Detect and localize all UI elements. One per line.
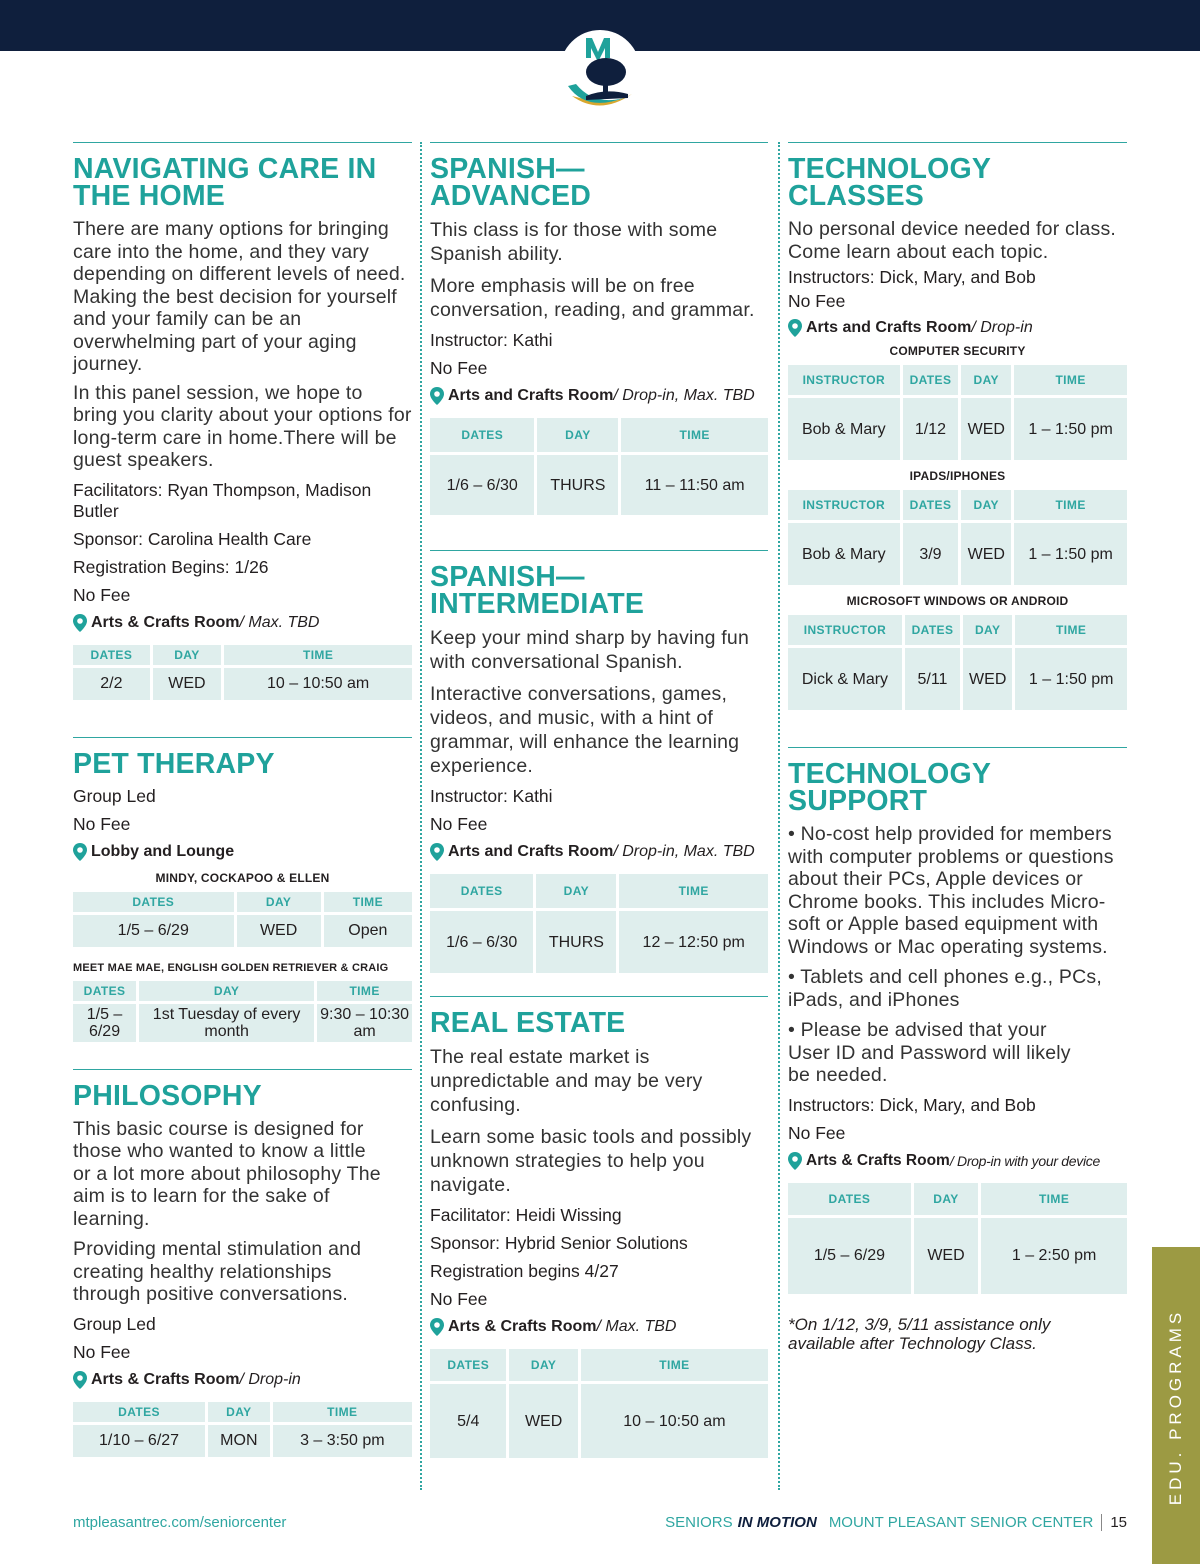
footer-brand xyxy=(665,1514,1127,1531)
cell: 10 – 10:50 am xyxy=(224,668,412,700)
cell: Bob & Mary xyxy=(788,398,900,460)
location xyxy=(430,842,768,862)
description: Interactive conversations, games, videos, and music, with a hint of grammar, will enhance the learning experience. xyxy=(430,683,740,777)
cell: 1/5 – 6/29 xyxy=(73,915,234,947)
col-header: TIME xyxy=(1015,615,1127,645)
section-title: PHILOSOPHY xyxy=(73,1079,262,1112)
section-technology-classes xyxy=(788,142,1127,713)
description: More emphasis will be on free conversation, reading, and grammar. xyxy=(430,275,755,321)
cell: 1 – 1:50 pm xyxy=(1014,523,1127,585)
col-header: DAY xyxy=(153,645,222,665)
col-header: DAY xyxy=(537,418,618,452)
cell: WED xyxy=(963,648,1012,710)
cell: WED xyxy=(914,1218,978,1294)
column-divider xyxy=(778,142,780,1490)
cell: WED xyxy=(509,1384,577,1458)
section-philosophy xyxy=(73,1069,412,1460)
fee: No Fee xyxy=(73,584,131,605)
location xyxy=(430,386,768,406)
col-header: DAY xyxy=(237,892,321,912)
location-name: Arts and Crafts Room xyxy=(806,319,972,336)
cell: THURS xyxy=(536,911,616,973)
col-header: DATES xyxy=(73,892,234,912)
led-by: Group Led xyxy=(73,1313,156,1334)
col-header: DATES xyxy=(73,981,136,1001)
col-header: DATES xyxy=(430,874,533,908)
fee: No Fee xyxy=(788,1122,846,1143)
section-spanish-advanced xyxy=(430,142,768,518)
fee: No Fee xyxy=(788,291,846,311)
table-subheading: MICROSOFT WINDOWS OR ANDROID xyxy=(846,594,1069,608)
fee: No Fee xyxy=(430,814,488,834)
location-pin-icon xyxy=(430,843,444,861)
registration: Registration Begins: 1/26 xyxy=(73,556,269,577)
description: Keep your mind sharp by having fun with conversational Spanish. xyxy=(430,627,749,673)
cell: THURS xyxy=(537,455,618,515)
cell: MON xyxy=(208,1425,270,1457)
page-number: 15 xyxy=(1101,1514,1127,1531)
section-title: PET THERAPY xyxy=(73,747,275,780)
col-header: INSTRUCTOR xyxy=(788,615,902,645)
col-header: TIME xyxy=(324,892,412,912)
location xyxy=(788,318,1127,338)
location xyxy=(788,1151,1127,1171)
section-navigating-care xyxy=(73,142,412,703)
cell: WED xyxy=(153,668,222,700)
cell: 3/9 xyxy=(903,523,959,585)
col-header: DATES xyxy=(905,615,960,645)
col-header: DATES xyxy=(903,365,959,395)
cell: WED xyxy=(237,915,321,947)
col-header: DATES xyxy=(788,1183,911,1215)
cell: WED xyxy=(961,398,1011,460)
center-name: MOUNT PLEASANT SENIOR CENTER xyxy=(828,1514,1094,1531)
col-header: INSTRUCTOR xyxy=(788,490,900,520)
location-pin-icon xyxy=(430,1318,444,1336)
description: This basic course is designed for those who wanted to know a little or a lot more about philosophy The aim is to learn for the sake of learning. xyxy=(73,1117,381,1230)
cell: 1/10 – 6/27 xyxy=(73,1425,205,1457)
cell: 5/11 xyxy=(905,648,960,710)
schedule-table xyxy=(785,362,1130,463)
cell: Bob & Mary xyxy=(788,523,900,585)
section-real-estate xyxy=(430,996,768,1461)
cell: WED xyxy=(961,523,1011,585)
col-header: DAY xyxy=(208,1402,270,1422)
instructor: Instructor: Kathi xyxy=(430,330,553,350)
cell: 2/2 xyxy=(73,668,150,700)
led-by: Group Led xyxy=(73,785,156,806)
facilitator: Facilitator: Heidi Wissing xyxy=(430,1205,622,1225)
col-header: DAY xyxy=(509,1349,577,1381)
location-note: / Drop-in xyxy=(971,319,1033,336)
schedule-table xyxy=(785,612,1130,713)
description: No personal device needed for class. Come learn about each topic. xyxy=(788,218,1117,263)
column-middle xyxy=(430,142,768,1461)
col-header: TIME xyxy=(581,1349,768,1381)
fee: No Fee xyxy=(430,358,488,378)
location-name: Arts & Crafts Room xyxy=(448,1318,597,1335)
col-header: DATES xyxy=(903,490,959,520)
location-name: Arts and Crafts Room xyxy=(448,843,614,860)
col-header: DATES xyxy=(430,1349,506,1381)
location xyxy=(73,842,412,862)
location xyxy=(73,1370,412,1390)
col-header: TIME xyxy=(1014,365,1127,395)
table-subheading: MINDY, COCKAPOO & ELLEN xyxy=(155,870,330,885)
cell: 11 – 11:50 am xyxy=(621,455,768,515)
location-pin-icon xyxy=(430,387,444,405)
description: Providing mental stimulation and creating healthy relationships through positive conversations. xyxy=(73,1238,362,1305)
section-title: SPANISH— ADVANCED xyxy=(430,153,591,212)
sponsor: Sponsor: Hybrid Senior Solutions xyxy=(430,1233,688,1253)
instructors: Instructors: Dick, Mary, and Bob xyxy=(788,267,1036,287)
cell: 1 – 1:50 pm xyxy=(1014,398,1127,460)
col-header: TIME xyxy=(224,645,412,665)
table-subheading: IPADS/IPHONES xyxy=(909,469,1006,483)
col-header: DAY xyxy=(961,490,1011,520)
brand-seniors: SENIORS xyxy=(665,1514,733,1531)
col-header: TIME xyxy=(317,981,412,1001)
col-header: TIME xyxy=(981,1183,1127,1215)
schedule-table xyxy=(70,978,415,1045)
bullet: • Please be advised that your User ID and Password will likely be needed. xyxy=(788,1019,1071,1086)
section-technology-support xyxy=(788,747,1127,1353)
description: There are many options for bringing care into the home, and they vary depending on different levels of need. Making the best decision for yourself and your family can be an overwhelming part of your aging journey. xyxy=(73,218,406,375)
location-note: / Drop-in xyxy=(239,1370,301,1388)
location-pin-icon xyxy=(73,843,87,861)
location-name: Arts & Crafts Room xyxy=(91,1370,240,1388)
description: This class is for those with some Spanish ability. xyxy=(430,219,718,265)
schedule-table xyxy=(70,889,415,950)
cell: Dick & Mary xyxy=(788,648,902,710)
col-header: INSTRUCTOR xyxy=(788,365,900,395)
schedule-table xyxy=(70,1399,415,1460)
section-title: TECHNOLOGY CLASSES xyxy=(788,153,991,212)
section-tab xyxy=(1152,1247,1200,1564)
location xyxy=(73,613,412,633)
bullet: • Tablets and cell phones e.g., PCs, iPads, and iPhones xyxy=(788,966,1102,1011)
cell: 9:30 – 10:30 am xyxy=(317,1004,412,1042)
col-header: DATES xyxy=(73,645,150,665)
location-name: Lobby and Lounge xyxy=(91,842,235,860)
section-title: NAVIGATING CARE IN THE HOME xyxy=(73,153,377,212)
location-pin-icon xyxy=(788,319,802,337)
col-header: DAY xyxy=(914,1183,978,1215)
cell: 1st Tuesday of every month xyxy=(139,1004,314,1042)
col-header: DAY xyxy=(536,874,616,908)
cell: 3 – 3:50 pm xyxy=(273,1425,412,1457)
column-divider xyxy=(420,142,422,1490)
col-header: TIME xyxy=(621,418,768,452)
instructors: Instructors: Dick, Mary, and Bob xyxy=(788,1094,1036,1115)
schedule-table xyxy=(427,1346,771,1461)
cell: 1/12 xyxy=(903,398,959,460)
col-header: DAY xyxy=(139,981,314,1001)
footnote: *On 1/12, 3/9, 5/11 assistance only available after Technology Class. xyxy=(788,1314,1051,1353)
cell: 1/5 – 6/29 xyxy=(788,1218,911,1294)
section-title: SPANISH— INTERMEDIATE xyxy=(430,561,645,620)
col-header: TIME xyxy=(273,1402,412,1422)
fee: No Fee xyxy=(73,1341,131,1362)
brand-in-motion: IN MOTION xyxy=(737,1514,817,1531)
location-note: / Max. TBD xyxy=(596,1318,677,1335)
cell: 5/4 xyxy=(430,1384,506,1458)
location-note: / Drop-in with your device xyxy=(949,1152,1100,1169)
cell: 12 – 12:50 pm xyxy=(619,911,768,973)
table-subheading: MEET MAE MAE, ENGLISH GOLDEN RETRIEVER & CRAIG xyxy=(73,961,389,974)
section-spanish-intermediate xyxy=(430,550,768,976)
location-note: / Drop-in, Max. TBD xyxy=(613,387,755,404)
section-tab-label: EDU. PROGRAMS xyxy=(1166,1308,1185,1506)
description: In this panel session, we hope to bring you clarity about your options for long-term care in home.There will be guest speakers. xyxy=(73,381,412,471)
col-header: DAY xyxy=(961,365,1011,395)
center-logo xyxy=(558,28,642,112)
facilitators: Facilitators: Ryan Thompson, Madison Butler xyxy=(73,479,372,521)
schedule-table xyxy=(427,415,771,518)
location-note: / Drop-in, Max. TBD xyxy=(613,843,755,860)
fee: No Fee xyxy=(73,813,131,834)
col-header: TIME xyxy=(1014,490,1127,520)
section-title: TECHNOLOGY SUPPORT xyxy=(788,758,991,817)
schedule-table xyxy=(427,871,771,976)
column-right xyxy=(788,142,1127,1353)
location-pin-icon xyxy=(73,614,87,632)
cell: 1/5 – 6/29 xyxy=(73,1004,136,1042)
location xyxy=(430,1317,768,1337)
instructor: Instructor: Kathi xyxy=(430,786,553,806)
col-header: DATES xyxy=(430,418,534,452)
description: The real estate market is unpredictable and may be very confusing. xyxy=(430,1046,703,1116)
location-pin-icon xyxy=(73,1371,87,1389)
location-name: Arts & Crafts Room xyxy=(806,1151,950,1169)
schedule-table xyxy=(785,1180,1130,1297)
schedule-table xyxy=(70,642,415,703)
cell: 1 – 1:50 pm xyxy=(1015,648,1127,710)
cell: Open xyxy=(324,915,412,947)
sponsor: Sponsor: Carolina Health Care xyxy=(73,528,312,549)
fee: No Fee xyxy=(430,1289,488,1309)
cell: 1/6 – 6/30 xyxy=(430,911,533,973)
section-title: REAL ESTATE xyxy=(430,1007,626,1039)
cell: 1 – 2:50 pm xyxy=(981,1218,1127,1294)
table-subheading: COMPUTER SECURITY xyxy=(889,344,1026,358)
location-pin-icon xyxy=(788,1152,802,1170)
col-header: DAY xyxy=(963,615,1012,645)
column-left xyxy=(73,142,412,1460)
description: Learn some basic tools and possibly unknown strategies to help you navigate. xyxy=(430,1126,752,1196)
schedule-table xyxy=(785,487,1130,588)
location-name: Arts and Crafts Room xyxy=(448,387,614,404)
location-name: Arts & Crafts Room xyxy=(91,613,240,631)
bullet: • No-cost help provided for members with computer problems or questions about their PCs, Apple devices or Chrome books. This includes Micro-soft or Apple based equipment with Windows or Mac operating systems. xyxy=(788,823,1114,958)
col-header: TIME xyxy=(619,874,768,908)
cell: 1/6 – 6/30 xyxy=(430,455,534,515)
col-header: DATES xyxy=(73,1402,205,1422)
section-pet-therapy xyxy=(73,737,412,1045)
footer-url[interactable]: mtpleasantrec.com/seniorcenter xyxy=(73,1514,287,1531)
location-note: / Max. TBD xyxy=(239,613,320,631)
registration: Registration begins 4/27 xyxy=(430,1261,619,1281)
cell: 10 – 10:50 am xyxy=(581,1384,768,1458)
